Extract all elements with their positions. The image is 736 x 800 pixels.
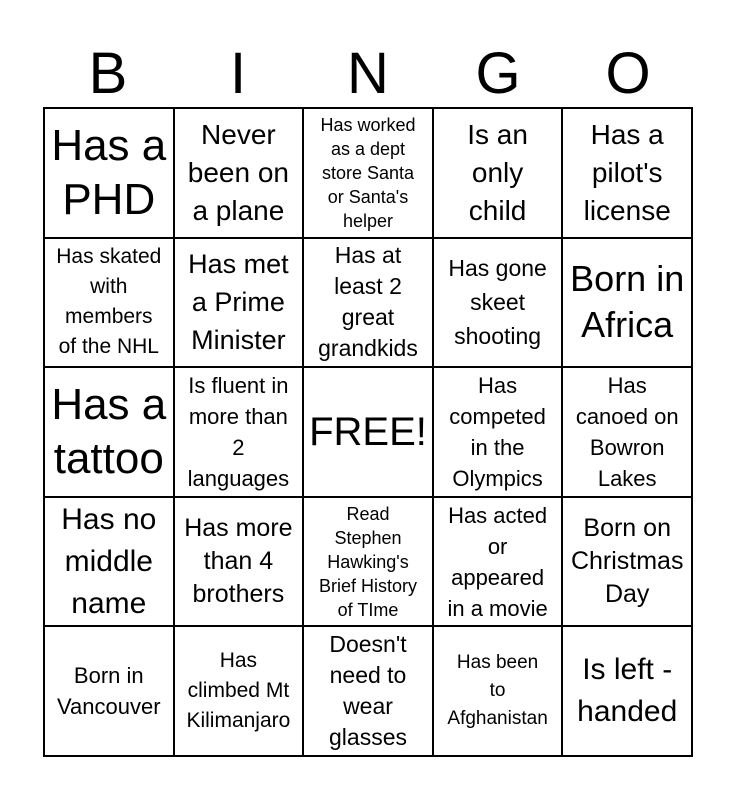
bingo-cell[interactable] bbox=[44, 108, 174, 238]
cell-text: Has no middle name bbox=[61, 502, 157, 620]
cell-text: Has met a Prime Minister bbox=[188, 249, 289, 356]
header-letter-n: N bbox=[347, 41, 389, 106]
bingo-cell[interactable] bbox=[44, 497, 174, 627]
cell-text: Has at least 2 great grandkids bbox=[318, 242, 418, 362]
cell-text: Never been on a plane bbox=[187, 118, 289, 226]
bingo-cell[interactable] bbox=[174, 108, 304, 238]
cell-text: Has gone skeet shooting bbox=[448, 255, 547, 350]
cell-text: Has skated with members of the NHL bbox=[56, 245, 162, 359]
bingo-cell[interactable] bbox=[433, 367, 563, 497]
cell-text: Is fluent in more than 2 languages bbox=[187, 372, 290, 491]
bingo-cell[interactable] bbox=[433, 108, 563, 238]
cell-text: Born on Christmas Day bbox=[570, 514, 684, 609]
bingo-cell[interactable] bbox=[44, 238, 174, 368]
bingo-cell[interactable] bbox=[562, 238, 692, 368]
cell-text: Has worked as a dept store Santa or Santa's helper bbox=[320, 114, 416, 231]
cell-text: Has a PHD bbox=[51, 120, 167, 224]
bingo-cell[interactable] bbox=[303, 626, 433, 756]
cell-text: Is left - handed bbox=[577, 653, 678, 729]
cell-text: Has a pilot's license bbox=[583, 118, 671, 226]
cell-text: Doesn't need to wear glasses bbox=[329, 631, 407, 751]
bingo-header bbox=[43, 40, 693, 108]
bingo-cell[interactable] bbox=[174, 367, 304, 497]
bingo-cell[interactable] bbox=[433, 497, 563, 627]
header-letter-g: G bbox=[475, 41, 521, 106]
cell-text: Has more than 4 brothers bbox=[184, 514, 293, 609]
cell-text: Has climbed Mt Kilimanjaro bbox=[186, 649, 291, 733]
bingo-cell[interactable] bbox=[44, 626, 174, 756]
bingo-cell[interactable] bbox=[174, 238, 304, 368]
bingo-cell[interactable] bbox=[174, 626, 304, 756]
bingo-cell[interactable] bbox=[562, 626, 692, 756]
cell-text: Has canoed on Bowron Lakes bbox=[575, 372, 679, 491]
cell-text: Read Stephen Hawking's Brief History of TIme bbox=[318, 503, 417, 620]
bingo-cell[interactable] bbox=[303, 238, 433, 368]
bingo-grid bbox=[43, 107, 693, 757]
bingo-cell[interactable] bbox=[303, 497, 433, 627]
cell-text: Born in Vancouver bbox=[57, 663, 161, 720]
bingo-cell[interactable] bbox=[562, 497, 692, 627]
free-space-label: FREE! bbox=[309, 409, 427, 454]
cell-text: Has a tattoo bbox=[51, 379, 167, 483]
bingo-cell[interactable] bbox=[433, 238, 563, 368]
bingo-cell[interactable] bbox=[303, 367, 433, 497]
header-letter-b: B bbox=[88, 41, 128, 106]
bingo-cell[interactable] bbox=[562, 367, 692, 497]
cell-text: Born in Africa bbox=[570, 258, 685, 346]
bingo-cell[interactable] bbox=[44, 367, 174, 497]
cell-text: Is an only child bbox=[467, 118, 528, 226]
bingo-cell[interactable] bbox=[174, 497, 304, 627]
bingo-cell[interactable] bbox=[562, 108, 692, 238]
cell-text: Has acted or appeared in a movie bbox=[447, 502, 548, 621]
header-letter-i: I bbox=[229, 41, 247, 106]
bingo-cell[interactable] bbox=[303, 108, 433, 238]
cell-text: Has been to Afghanistan bbox=[447, 652, 548, 730]
cell-text: Has competed in the Olympics bbox=[449, 372, 546, 491]
header-letter-o: O bbox=[605, 41, 651, 106]
bingo-cell[interactable] bbox=[433, 626, 563, 756]
